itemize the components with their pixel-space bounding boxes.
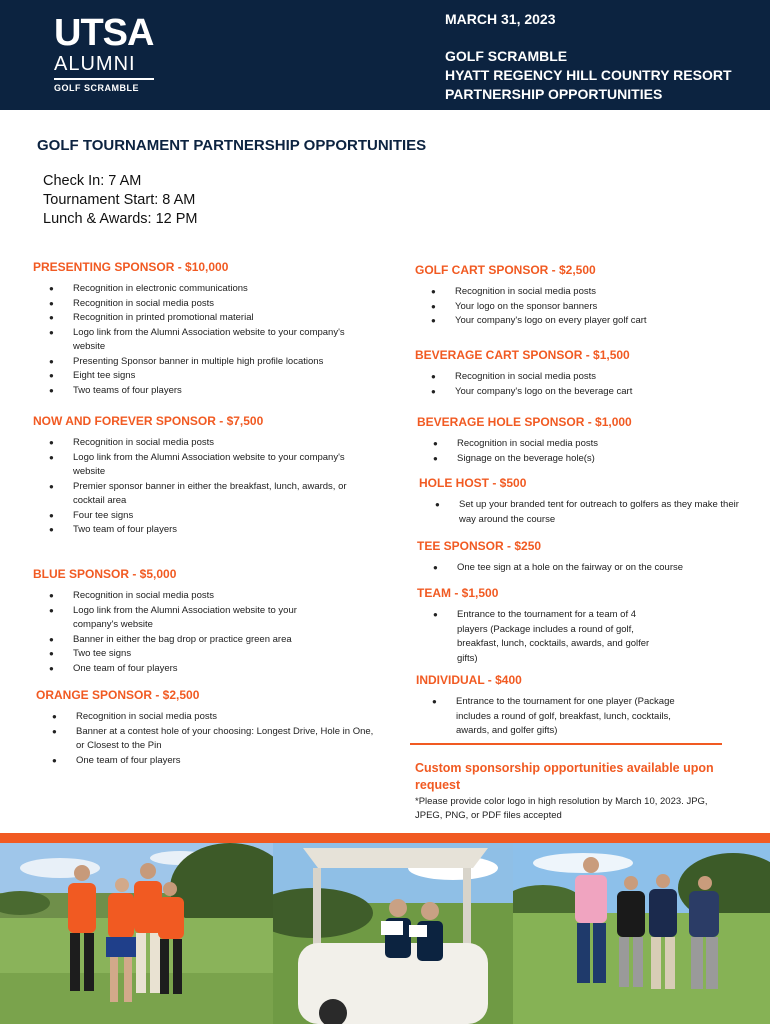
beverage-cart-sponsor-section	[415, 348, 735, 399]
bullet-icon: ●	[49, 298, 54, 308]
event-name: GOLF SCRAMBLE	[445, 48, 568, 64]
benefit-text: Recognition in social media posts	[455, 286, 596, 297]
benefit-item	[415, 314, 735, 329]
schedule-lunch: Lunch & Awards: 12 PM	[43, 211, 198, 227]
benefit-text: Eight tee signs	[73, 370, 136, 381]
section-title: TEE SPONSOR - $250	[417, 539, 542, 553]
benefit-item	[419, 498, 739, 527]
bullet-icon: ●	[431, 287, 436, 296]
logo-wordmark: UTSA	[54, 12, 154, 54]
section-title: BLUE SPONSOR - $5,000	[33, 567, 177, 581]
logo-subtitle: GOLF SCRAMBLE	[54, 83, 139, 93]
section-title: INDIVIDUAL - $400	[416, 673, 522, 687]
bullet-icon: ●	[49, 385, 54, 395]
benefit-item	[33, 436, 373, 451]
benefit-item	[415, 300, 735, 315]
benefit-text: One team of four players	[76, 754, 181, 766]
bullet-icon: ●	[431, 386, 436, 396]
section-title: BEVERAGE HOLE SPONSOR - $1,000	[417, 415, 632, 429]
benefit-item	[36, 710, 376, 725]
benefit-text: Presenting Sponsor banner in multiple high profile locations	[73, 355, 324, 367]
benefit-list	[415, 285, 735, 329]
bullet-icon: ●	[49, 313, 54, 322]
benefit-list	[417, 437, 737, 466]
benefit-text: One team of four players	[73, 662, 178, 674]
golf-cart-sponsor-section	[415, 263, 735, 329]
bullet-icon: ●	[49, 591, 54, 600]
benefit-list	[33, 589, 323, 676]
benefit-text: Banner at a contest hole of your choosing: Longest Drive, Hole in One, or Closest to the Pin	[76, 725, 374, 751]
page-title: GOLF TOURNAMENT PARTNERSHIP OPPORTUNITIES	[37, 137, 427, 154]
benefit-text: Two tee signs	[73, 648, 132, 659]
bullet-icon: ●	[49, 438, 54, 447]
hole-host-section	[419, 476, 739, 527]
beverage-hole-sponsor-section	[417, 415, 737, 466]
benefit-text: Logo link from the Alumni Association website to your company's website	[73, 451, 345, 477]
benefit-list	[33, 436, 373, 538]
benefit-text: Recognition in social media posts	[457, 438, 598, 449]
bullet-icon: ●	[433, 610, 438, 619]
schedule-start: Tournament Start: 8 AM	[43, 192, 196, 208]
bullet-icon: ●	[49, 649, 54, 658]
benefit-list	[417, 561, 737, 576]
benefit-text: Your company's logo on every player golf cart	[455, 315, 647, 326]
benefit-item	[33, 355, 373, 370]
benefit-text: Recognition in printed promotional material	[73, 312, 254, 323]
bullet-icon: ●	[431, 372, 436, 381]
benefit-text: Set up your branded tent for outreach to golfers as they make their way around the course	[459, 499, 739, 525]
benefit-item	[33, 451, 373, 480]
benefit-text: Entrance to the tournament for a team of 4 players (Package includes a round of golf, breakfast, lunch, cocktails, awards, and golfer gifts)	[457, 609, 650, 664]
benefit-item	[415, 285, 735, 300]
benefit-list	[419, 498, 739, 527]
benefit-item	[33, 523, 373, 538]
divider	[410, 743, 722, 745]
benefit-text: Logo link from the Alumni Association website to your company's website	[73, 604, 297, 630]
benefit-item	[417, 437, 737, 452]
benefit-text: Two teams of four players	[73, 384, 182, 396]
header-info	[445, 10, 732, 104]
benefit-item	[33, 369, 373, 384]
section-title: NOW AND FOREVER SPONSOR - $7,500	[33, 414, 264, 428]
section-title: PRESENTING SPONSOR - $10,000	[33, 260, 229, 274]
bullet-icon: ●	[52, 755, 57, 765]
benefit-item	[33, 384, 373, 399]
benefit-text: Recognition in social media posts	[73, 590, 214, 601]
section-title: TEAM - $1,500	[417, 586, 499, 600]
custom-sponsorship-note: Custom sponsorship opportunities available upon request	[415, 761, 714, 792]
benefit-item	[33, 326, 373, 355]
benefit-text: Premier sponsor banner in either the breakfast, lunch, awards, or cocktail area	[73, 480, 347, 506]
benefit-list	[415, 370, 735, 399]
schedule	[43, 172, 198, 229]
benefit-list	[416, 695, 706, 739]
bullet-icon: ●	[49, 327, 54, 337]
bullet-icon: ●	[435, 500, 440, 509]
benefit-text: Entrance to the tournament for one player (Package includes a round of golf, breakfast, lunch, cocktails, awards, and golfer gifts)	[456, 696, 675, 736]
benefit-item	[415, 385, 735, 400]
benefit-text: Signage on the beverage hole(s)	[457, 452, 595, 464]
benefit-item	[36, 725, 376, 754]
bullet-icon: ●	[49, 663, 54, 673]
bullet-icon: ●	[52, 726, 57, 736]
benefit-item	[33, 282, 373, 297]
now-and-forever-sponsor-section	[33, 414, 373, 538]
page-header	[0, 0, 770, 110]
logo-alumni-text: ALUMNI	[54, 53, 136, 75]
bullet-icon: ●	[49, 481, 54, 491]
bullet-icon: ●	[49, 284, 54, 293]
benefit-item	[33, 662, 323, 677]
golf-cart-photo	[273, 843, 513, 1024]
orange-divider-bar	[0, 833, 770, 843]
presenting-sponsor-section	[33, 260, 373, 398]
tee-sponsor-section	[417, 539, 737, 576]
benefit-list	[417, 608, 667, 666]
bullet-icon: ●	[52, 712, 57, 721]
bullet-icon: ●	[433, 439, 438, 448]
benefit-text: Two team of four players	[73, 524, 178, 535]
group-photo-2	[513, 843, 770, 1024]
benefit-text: Recognition in social media posts	[455, 371, 596, 382]
bullet-icon: ●	[49, 605, 54, 615]
bullet-icon: ●	[433, 453, 438, 463]
bullet-icon: ●	[433, 563, 438, 572]
benefit-text: Banner in either the bag drop or practice green area	[73, 633, 292, 645]
orange-sponsor-section	[36, 688, 376, 768]
event-date: MARCH 31, 2023	[445, 11, 556, 27]
benefit-item	[33, 633, 323, 648]
benefit-text: Your company's logo on the beverage cart	[455, 385, 633, 397]
logo-submission-note: *Please provide color logo in high resolution by March 10, 2023. JPG, JPEG, PNG, or PDF files accepted	[415, 796, 708, 821]
individual-section	[416, 673, 706, 739]
benefit-item	[416, 695, 706, 739]
benefit-text: Logo link from the Alumni Association website to your company's website	[73, 326, 345, 352]
benefit-text: Recognition in electronic communications	[73, 283, 248, 294]
benefit-item	[33, 509, 373, 524]
benefit-item	[33, 311, 373, 326]
benefit-item	[33, 480, 373, 509]
utsa-alumni-logo	[54, 14, 164, 93]
bullet-icon: ●	[431, 316, 436, 325]
benefit-item	[33, 647, 323, 662]
benefit-item	[415, 370, 735, 385]
benefit-text: Your logo on the sponsor banners	[455, 300, 598, 312]
event-subtitle: PARTNERSHIP OPPORTUNITIES	[445, 86, 663, 102]
team-section	[417, 586, 667, 666]
bullet-icon: ●	[49, 356, 54, 366]
benefit-list	[33, 282, 373, 398]
schedule-checkin: Check In: 7 AM	[43, 173, 142, 189]
benefit-item	[33, 589, 323, 604]
benefit-text: One tee sign at a hole on the fairway or on the course	[457, 562, 684, 573]
benefit-item	[417, 561, 737, 576]
bullet-icon: ●	[49, 525, 54, 534]
bullet-icon: ●	[49, 452, 54, 462]
section-title: GOLF CART SPONSOR - $2,500	[415, 263, 596, 277]
bullet-icon: ●	[49, 371, 54, 380]
section-title: ORANGE SPONSOR - $2,500	[36, 688, 200, 702]
benefit-text: Recognition in social media posts	[76, 711, 217, 722]
benefit-text: Recognition in social media posts	[73, 437, 214, 448]
benefit-text: Recognition in social media posts	[73, 297, 214, 309]
blue-sponsor-section	[33, 567, 323, 676]
logo-rule	[54, 78, 154, 80]
benefit-list	[36, 710, 376, 768]
event-venue: HYATT REGENCY HILL COUNTRY RESORT	[445, 67, 732, 83]
bullet-icon: ●	[49, 634, 54, 644]
section-title: HOLE HOST - $500	[419, 476, 527, 490]
benefit-item	[33, 297, 373, 312]
benefit-item	[33, 604, 323, 633]
group-photo-1	[0, 843, 273, 1024]
benefit-item	[36, 754, 376, 769]
bullet-icon: ●	[432, 697, 437, 706]
bullet-icon: ●	[49, 510, 54, 520]
bullet-icon: ●	[431, 301, 436, 311]
benefit-item	[417, 452, 737, 467]
benefit-item	[417, 608, 667, 666]
section-title: BEVERAGE CART SPONSOR - $1,500	[415, 348, 630, 362]
benefit-text: Four tee signs	[73, 509, 134, 521]
